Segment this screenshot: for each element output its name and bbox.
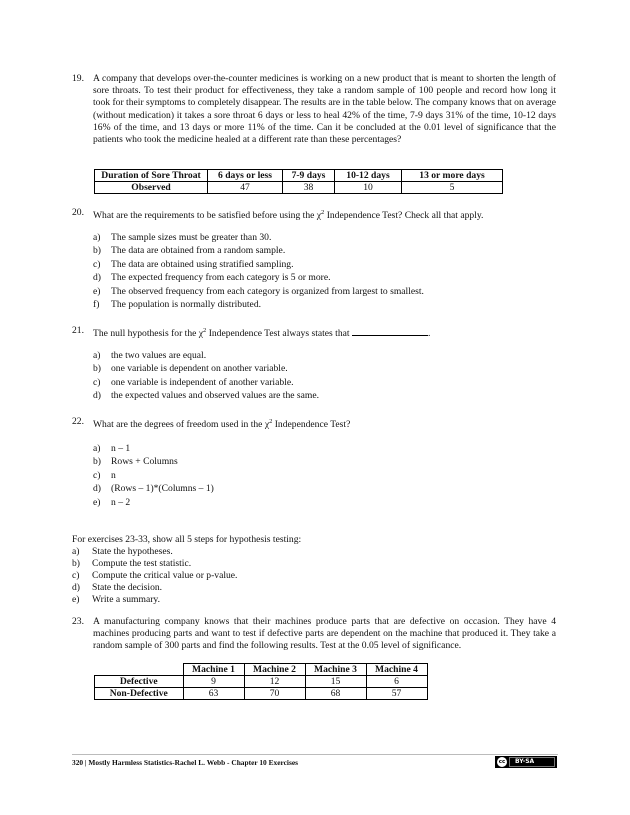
question-number: 19. <box>72 73 84 84</box>
superscript: 2 <box>203 327 207 334</box>
question-number: 20. <box>72 207 84 218</box>
table-cell: 38 <box>283 182 335 194</box>
sore-throat-table <box>94 169 503 194</box>
option-text: n – 1 <box>111 443 131 454</box>
table-cell: 68 <box>305 688 366 700</box>
answer-blank <box>352 326 428 336</box>
option-item <box>93 245 553 258</box>
question-text <box>93 416 556 431</box>
table-header-cell: Machine 3 <box>305 664 366 676</box>
table-cell: 63 <box>183 688 244 700</box>
page-footer: 320 | Mostly Harmless Statistics-Rachel L. Webb - Chapter 10 Exercises <box>72 758 298 767</box>
option-letter: b) <box>93 456 101 468</box>
option-text: one variable is independent of another variable. <box>111 376 294 388</box>
option-letter: c) <box>93 258 101 270</box>
option-text: (Rows – 1)*(Columns – 1) <box>111 483 214 495</box>
option-text: The sample sizes must be greater than 30. <box>111 232 272 243</box>
option-text: one variable is dependent on another variable. <box>111 363 288 375</box>
row-label: Observed <box>95 182 208 194</box>
table-cell: 9 <box>183 676 244 688</box>
step-text: State the decision. <box>92 582 163 594</box>
step-letter: a) <box>72 546 80 558</box>
option-item <box>93 377 553 390</box>
option-item <box>93 483 553 496</box>
option-item <box>93 299 553 312</box>
question-22-options <box>93 443 553 510</box>
option-item <box>93 443 553 456</box>
exercises-intro-text: For exercises 23-33, show all 5 steps for hypothesis testing: <box>72 534 302 545</box>
question-text-part: Independence Test always states that <box>206 328 350 340</box>
question-text: A company that develops over-the-counter medicines is working on a new product that is meant to shorten the length of sore throats. To test their product for effectiveness, they take a random sample of 100 people and record how long it took for their symptoms to completely disappear. The results are in the table below. The company knows that on average (without medication) it takes a sore throat 6 days or less to heal 42% of the time, 7-9 days 31% of the time, 10-12 days 16% of the time, and 13 days or more 11% of the time. Can it be concluded at the 0.01 level of significance that the patients who took the medicine healed at a different rate than these percentages? <box>93 73 556 146</box>
step-item <box>72 558 532 570</box>
table-cell: 12 <box>244 676 305 688</box>
table-header-cell: Machine 1 <box>183 664 244 676</box>
table-header-row <box>95 170 503 182</box>
option-text: n – 2 <box>111 496 131 508</box>
question-text-part: What are the degrees of freedom used in the <box>93 419 265 431</box>
step-letter: e) <box>72 594 80 606</box>
option-item <box>93 272 553 285</box>
question-21 <box>72 325 556 340</box>
exercises-intro <box>72 534 532 607</box>
chi-symbol: χ <box>264 419 270 431</box>
option-letter: d) <box>93 483 101 495</box>
question-20-options <box>93 232 553 312</box>
option-letter: d) <box>93 272 101 284</box>
question-number: 23. <box>72 616 84 627</box>
option-item <box>93 497 553 510</box>
option-text: The data are obtained from a random sample. <box>111 245 286 257</box>
question-21-options <box>93 350 553 404</box>
table-header-cell: 7-9 days <box>283 170 335 182</box>
question-text-part: Independence Test? <box>272 419 351 431</box>
question-19 <box>72 73 556 146</box>
option-text: the two values are equal. <box>111 350 207 361</box>
superscript: 2 <box>269 418 273 425</box>
option-text: The expected frequency from each category is 5 or more. <box>111 272 331 284</box>
table-header-cell: Machine 4 <box>366 664 427 676</box>
table-cell: 70 <box>244 688 305 700</box>
option-item <box>93 363 553 376</box>
option-item <box>93 232 553 245</box>
option-item <box>93 390 553 403</box>
option-letter: f) <box>93 298 100 310</box>
machine-table <box>94 663 428 700</box>
question-number: 21. <box>72 325 84 336</box>
table-row <box>95 676 428 688</box>
option-letter: a) <box>93 443 101 454</box>
option-item <box>93 456 553 469</box>
chi-symbol: χ <box>198 328 204 340</box>
option-letter: b) <box>93 245 101 257</box>
option-letter: c) <box>93 376 101 388</box>
superscript: 2 <box>321 209 325 216</box>
option-text: The population is normally distributed. <box>111 298 262 310</box>
option-letter: c) <box>93 469 101 481</box>
table-cell: 6 <box>366 676 427 688</box>
question-20 <box>72 207 556 222</box>
step-item <box>72 546 532 558</box>
row-label: Non-Defective <box>95 688 184 700</box>
table-cell: 5 <box>402 182 503 194</box>
option-text: The data are obtained using stratified sampling. <box>111 258 294 270</box>
table-cell: 47 <box>208 182 283 194</box>
table-header-cell: Machine 2 <box>244 664 305 676</box>
option-item <box>93 286 553 299</box>
question-text-part: The null hypothesis for the <box>93 328 199 340</box>
step-item <box>72 594 532 606</box>
table-header-row <box>95 664 428 676</box>
option-letter: d) <box>93 390 101 402</box>
question-text-part: Independence Test? Check all that apply. <box>324 210 484 222</box>
option-item <box>93 259 553 272</box>
step-text: Compute the critical value or p-value. <box>92 570 238 582</box>
table-header-cell: Duration of Sore Throat <box>95 170 208 182</box>
footer-divider <box>72 754 558 755</box>
option-text: The observed frequency from each category is organized from largest to smallest. <box>111 285 424 297</box>
step-text: Write a summary. <box>92 594 160 606</box>
option-item <box>93 350 553 363</box>
question-23 <box>72 616 556 653</box>
option-letter: a) <box>93 232 101 243</box>
table-header-cell: 10-12 days <box>335 170 402 182</box>
option-letter: a) <box>93 350 101 361</box>
table-header-cell: 13 or more days <box>402 170 503 182</box>
row-label: Defective <box>95 676 184 688</box>
table-row <box>95 182 503 194</box>
question-number: 22. <box>72 416 84 427</box>
step-letter: d) <box>72 582 80 594</box>
question-text: A manufacturing company knows that their machines produce parts that are defective on occasion. They have 4 machines producing parts and want to test if defective parts are dependent on the machine that produced it. They take a random sample of 300 parts and find the following results. Test at the 0.05 level of significance. <box>93 616 556 652</box>
option-text: the expected values and observed values are the same. <box>111 390 320 402</box>
table-header-cell: 6 days or less <box>208 170 283 182</box>
option-item <box>93 470 553 483</box>
question-text <box>93 325 556 340</box>
option-text: Rows + Columns <box>111 456 178 468</box>
question-text-part: . <box>427 328 431 340</box>
table-cell: 57 <box>366 688 427 700</box>
question-22 <box>72 416 556 431</box>
step-letter: b) <box>72 558 80 570</box>
question-text <box>93 207 556 222</box>
table-header-cell <box>95 664 184 676</box>
option-letter: b) <box>93 363 101 375</box>
step-text: State the hypotheses. <box>92 546 173 558</box>
cc-license-badge[interactable] <box>495 756 557 768</box>
question-text-part: What are the requirements to be satisfied before using the <box>93 210 317 222</box>
chi-symbol: χ <box>316 210 322 222</box>
cc-icon: cc <box>498 759 506 765</box>
license-label: BY-SA <box>515 758 535 765</box>
step-letter: c) <box>72 570 80 582</box>
option-text: n <box>111 469 116 481</box>
step-item <box>72 582 532 594</box>
table-row <box>95 688 428 700</box>
option-letter: e) <box>93 496 101 508</box>
table-cell: 15 <box>305 676 366 688</box>
table-cell: 10 <box>335 182 402 194</box>
step-item <box>72 570 532 582</box>
step-text: Compute the test statistic. <box>92 558 192 570</box>
option-letter: e) <box>93 285 101 297</box>
